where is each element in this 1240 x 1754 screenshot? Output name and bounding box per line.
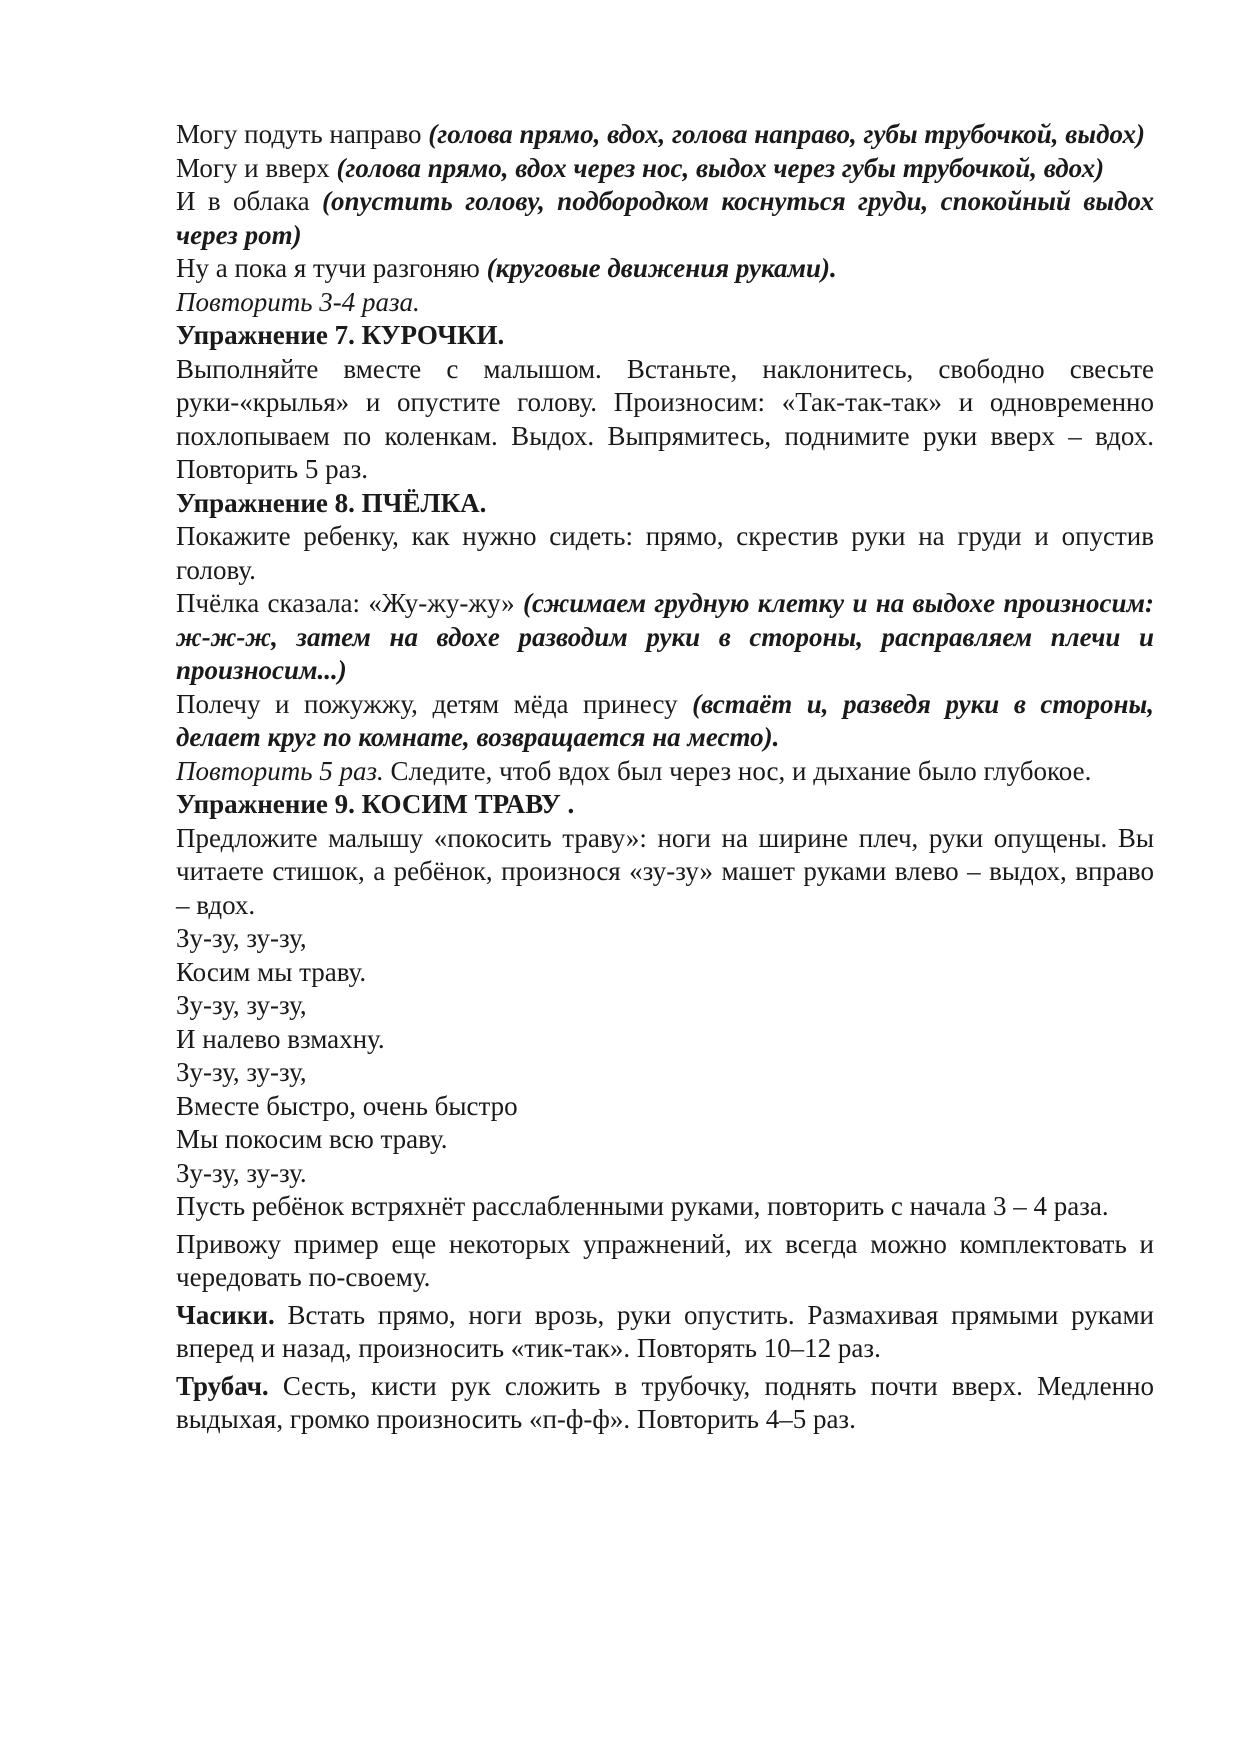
text-paragraph (176, 1190, 1154, 1224)
bold-run: Упражнение 8. ПЧЁЛКА. (176, 487, 487, 518)
bold-italic-run: (встаёт и, разведя руки в стороны, делает круг по комнате, возвращается на место). (176, 688, 1154, 752)
text-run: Могу и вверх (176, 152, 337, 183)
text-paragraph (176, 1157, 1154, 1191)
bold-italic-run: (сжимаем грудную клетку и на выдохе произносим: ж-ж-ж, затем на вдохе разводим руки в стороны, расправляем плечи и произносим...) (176, 588, 1154, 685)
text-paragraph (176, 185, 1154, 252)
text-paragraph (176, 1090, 1154, 1124)
document-page (176, 118, 1154, 1437)
exercise-heading (176, 319, 1154, 353)
text-run: Зу-зу, зу-зу, (176, 990, 307, 1020)
text-paragraph (176, 989, 1154, 1023)
text-paragraph (176, 353, 1154, 487)
text-run: Зу-зу, зу-зу. (176, 1157, 307, 1188)
text-paragraph (176, 1023, 1154, 1057)
text-paragraph (176, 587, 1154, 688)
text-paragraph (176, 956, 1154, 990)
text-run: Мы покосим всю траву. (176, 1124, 448, 1154)
exercise-heading (176, 788, 1154, 822)
bold-italic-run: (голова прямо, вдох через нос, выдох через губы трубочкой, вдох) (336, 152, 1105, 183)
text-run: Пусть ребёнок встряхнёт расслабленными руками, повторить с начала 3 – 4 раза. (176, 1191, 1109, 1221)
text-paragraph (176, 252, 1154, 286)
text-paragraph (176, 118, 1154, 152)
text-paragraph (176, 152, 1154, 186)
text-paragraph (176, 1123, 1154, 1157)
text-run: Встать прямо, ноги врозь, руки опустить. Размахивая прямыми руками вперед и назад, произносить «тик-так». Повторять 10–12 раз. (176, 1299, 1154, 1363)
text-run: Сесть, кисти рук сложить в трубочку, поднять почти вверх. Медленно выдыхая, громко произносить «п-ф-ф». Повторить 4–5 раз. (176, 1370, 1154, 1434)
exercise-heading (176, 487, 1154, 521)
text-run: Зу-зу, зу-зу, (176, 1057, 307, 1087)
text-paragraph (176, 1228, 1154, 1295)
bold-run: Упражнение 7. КУРОЧКИ. (176, 320, 505, 350)
text-run: И налево взмахну. (176, 1023, 385, 1054)
text-run: И в облака (176, 186, 323, 216)
bold-italic-run: (опустить голову, подбородком коснуться груди, спокойный выдох через рот) (176, 186, 1155, 250)
text-paragraph (176, 822, 1154, 923)
bold-run: Упражнение 9. КОСИМ ТРАВУ . (176, 789, 575, 819)
text-paragraph (176, 286, 1154, 320)
text-run: Зу-зу, зу-зу, (176, 923, 307, 953)
text-run: Полечу и пожужжу, детям мёда принесу (176, 688, 693, 719)
bold-italic-run: (круговые движения руками). (486, 253, 837, 283)
text-paragraph (176, 520, 1154, 587)
text-run: Пчёлка сказала: «Жу-жу-жу» (176, 588, 523, 618)
text-run: Выполняйте вместе с малышом. Встаньте, наклонитесь, свободно свесьте руки-«крылья» и опустите голову. Произносим: «Так-так-так» и одновременно похлопываем по коленкам. Выдох. Выпрямитесь, поднимите руки вверх – вдох. Повторить 5 раз. (176, 353, 1154, 484)
text-paragraph (176, 755, 1154, 789)
text-run: Могу подуть направо (176, 119, 429, 149)
bold-run: Часики. (176, 1299, 275, 1330)
text-paragraph (176, 922, 1154, 956)
bold-italic-run: (голова прямо, вдох, голова направо, губы трубочкой, выдох) (428, 119, 1145, 149)
bold-run: Трубач. (176, 1370, 269, 1401)
text-run: Ну а пока я тучи разгоняю (176, 253, 487, 283)
text-run: Косим мы траву. (176, 956, 367, 987)
text-paragraph (176, 1299, 1154, 1366)
text-run: Вместе быстро, очень быстро (176, 1090, 518, 1121)
text-run: Привожу пример еще некоторых упражнений, их всегда можно комплектовать и чередовать по-своему. (176, 1228, 1154, 1292)
italic-run: Повторить 5 раз. (176, 755, 384, 786)
text-run: Покажите ребенку, как нужно сидеть: прямо, скрестив руки на груди и опустив голову. (176, 521, 1154, 585)
text-run: Следите, чтоб вдох был через нос, и дыхание было глубокое. (383, 755, 1092, 786)
italic-run: Повторить 3-4 раза. (176, 286, 420, 317)
text-paragraph (176, 1056, 1154, 1090)
text-paragraph (176, 1370, 1154, 1437)
text-paragraph (176, 688, 1154, 755)
text-run: Предложите малышу «покосить траву»: ноги на ширине плеч, руки опущены. Вы читаете стишок, а ребёнок, произнося «зу-зу» машет руками влево – выдох, вправо – вдох. (176, 822, 1154, 920)
